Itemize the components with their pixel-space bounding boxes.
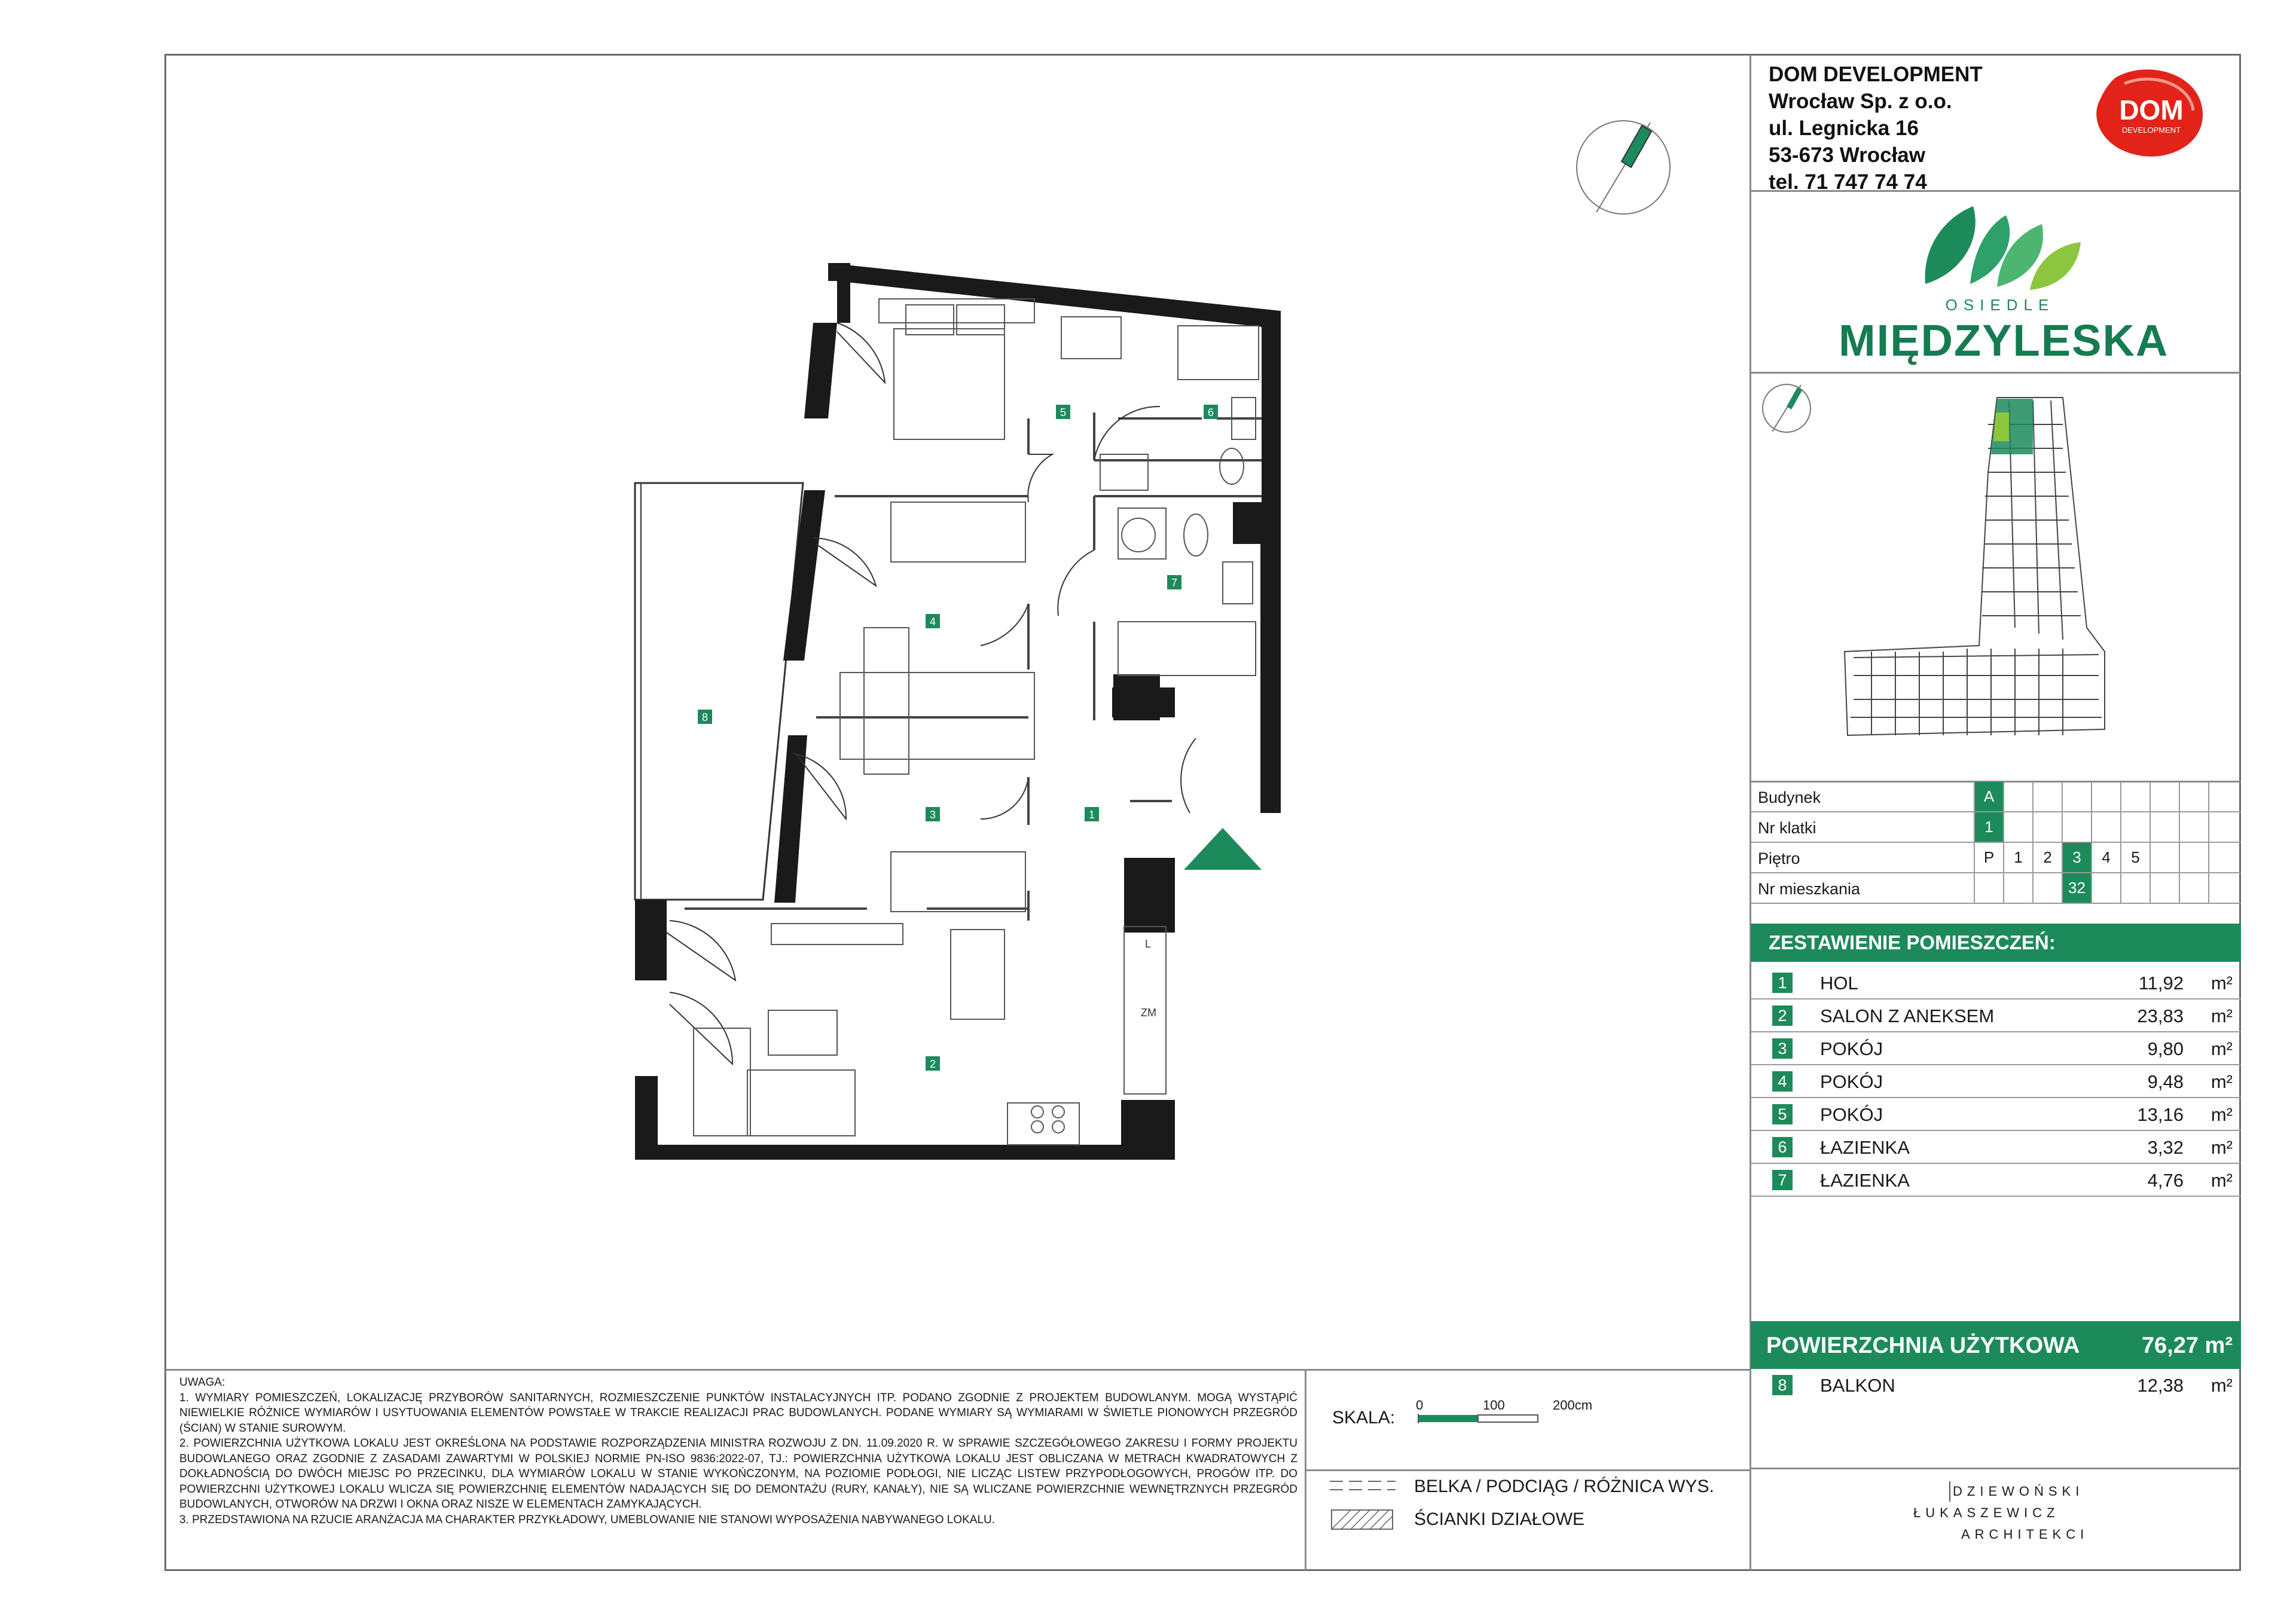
room-name: HOL	[1820, 973, 1858, 994]
room-area: 11,92	[2138, 973, 2184, 994]
rooms-title: ZESTAWIENIE POMIESZCZEŃ:	[1751, 924, 2241, 962]
entrance-marker-icon	[1184, 828, 1262, 870]
room-unit: m²	[2210, 973, 2233, 994]
budynek-label: Budynek	[1758, 788, 1821, 806]
room-area: 4,76	[2147, 1170, 2184, 1191]
company-city: 53-673 Wrocław	[1769, 143, 1925, 167]
notes-title: UWAGA:	[179, 1376, 225, 1389]
room-name: POKÓJ	[1820, 1104, 1883, 1125]
room-area: 9,48	[2147, 1071, 2184, 1092]
balcony-row	[1751, 1369, 2241, 1402]
note-1: 1. WYMIARY POMIESZCZEŃ, LOKALIZACJĘ PRZYBORÓW SANITARNYCH, ROZMIESZCZENIE PUNKTÓW INSTALACYJNYCH ITP. PODANO ZGODNIE Z PROJEKTEM BUDOWLANYM. MOGĄ WYSTĄPIĆ NIEWIELKIE RÓŻNICE WYMIARÓW I USYTUOWANIA ELEMENTÓW POWSTAŁE W TRAKCIE REALIZACJI PRAC BUDOWLANYCH. PODANE WYMIARY SĄ WYMIARAMI W ŚWIETLE PIONOWYCH PRZEGRÓD (ŚCIAN) W STANIE SUROWYM.	[179, 1391, 1297, 1435]
total-area-label: POWIERZCHNIA UŻYTKOWA	[1766, 1333, 2080, 1358]
klatka-value: 1	[1974, 812, 2003, 842]
room-unit: m²	[2210, 1104, 2233, 1125]
room-unit: m²	[2210, 1375, 2233, 1396]
room-area: 23,83	[2137, 1005, 2184, 1026]
room-name: SALON Z ANEKSEM	[1820, 1005, 1995, 1026]
header-divider-2	[1751, 372, 2241, 374]
scale-tick-100: 100	[1483, 1398, 1505, 1413]
room-name: ŁAZIENKA	[1820, 1137, 1910, 1158]
room-row	[1751, 967, 2241, 1000]
room-row	[1751, 1065, 2241, 1098]
room-number-badge: 2	[1772, 1005, 1793, 1026]
building-key-plan	[1752, 377, 2240, 780]
room-tag-text: 3	[929, 809, 936, 821]
room-unit: m²	[2210, 1038, 2233, 1059]
budynek-value: A	[1974, 782, 2003, 811]
room-tag	[698, 710, 712, 724]
room-tag-text: 2	[929, 1058, 936, 1070]
room-tag	[926, 1056, 940, 1071]
room-tag-text: 8	[701, 711, 709, 723]
brand-top-text: OSIEDLE	[1945, 296, 2055, 314]
company-info	[1769, 61, 1983, 195]
balcony-area	[635, 483, 803, 900]
room-area: 3,32	[2147, 1137, 2184, 1158]
room-number-badge: 4	[1772, 1071, 1793, 1092]
company-phone: tel. 71 747 74 74	[1769, 170, 1927, 194]
pietro-label: Piętro	[1758, 849, 1800, 867]
company-address: ul. Legnicka 16	[1769, 117, 1919, 140]
svg-text:DEVELOPMENT: DEVELOPMENT	[2121, 126, 2181, 135]
scale-tick-200: 200cm	[1553, 1398, 1593, 1413]
company-name: DOM DEVELOPMENT	[1769, 63, 1983, 86]
room-row	[1751, 1000, 2241, 1032]
room-row	[1751, 1098, 2241, 1131]
room-tag	[1056, 405, 1070, 419]
key-plan-compass-icon	[1763, 384, 1810, 432]
notes-top-divider	[166, 1369, 1750, 1371]
row-budynek	[1751, 782, 2241, 812]
legend-walls-label: ŚCIANKI DZIAŁOWE	[1414, 1509, 1585, 1529]
total-area-bar	[1751, 1321, 2241, 1369]
architect-logo	[1913, 1481, 2089, 1553]
room-tag	[1204, 405, 1218, 419]
room-number-badge: 7	[1772, 1170, 1793, 1190]
company-line2: Wrocław Sp. z o.o.	[1769, 90, 1952, 113]
pietro-option: P	[1974, 843, 2003, 872]
architect-line1: DZIEWOŃSKI	[1953, 1484, 2084, 1499]
room-row	[1751, 1164, 2241, 1197]
architect-line3: ARCHITEKCI	[1961, 1527, 2089, 1542]
floor-plan	[0, 0, 1315, 1196]
svg-text:DOM: DOM	[2119, 94, 2184, 126]
balcony-bottom-divider	[1751, 1468, 2241, 1469]
leaf-emblem-icon	[1839, 200, 2161, 296]
room-unit: m²	[2210, 1005, 2233, 1026]
room-name: BALKON	[1820, 1375, 1895, 1396]
partition-hatch-icon	[1331, 1509, 1393, 1530]
pietro-option-selected: 3	[2062, 843, 2091, 872]
notes-block	[179, 1375, 1297, 1527]
room-area: 12,38	[2137, 1375, 2184, 1396]
row-pietro	[1751, 843, 2241, 873]
room-row	[1751, 1032, 2241, 1065]
room-number-badge: 6	[1772, 1137, 1793, 1157]
fridge-label: L	[1145, 938, 1152, 950]
room-number-badge: 1	[1772, 973, 1793, 993]
dishwasher-label: ZM	[1141, 1007, 1156, 1019]
osiedle-brand-logo	[1839, 200, 2169, 368]
room-tag-text: 4	[929, 616, 936, 628]
note-3: 3. PRZEDSTAWIONA NA RZUCIE ARANŻACJA MA CHARAKTER PRZYKŁADOWY, UMEBLOWANIE NIE STANOWI WYPOSAŻENIA NABYWANEGO LOKALU.	[179, 1513, 996, 1526]
room-unit: m²	[2210, 1137, 2233, 1158]
row-mieszkanie	[1751, 873, 2241, 904]
room-unit: m²	[2210, 1071, 2233, 1092]
room-number-badge: 8	[1772, 1375, 1793, 1395]
dom-development-logo	[2092, 66, 2211, 161]
beam-dashed-line-icon	[1330, 1477, 1396, 1494]
klatka-label: Nr klatki	[1758, 819, 1816, 837]
brand-main-text: MIĘDZYLESKA	[1839, 316, 2169, 365]
mieszkanie-label: Nr mieszkania	[1758, 880, 1861, 898]
unit-info-table	[1751, 782, 2241, 904]
room-tag-text: 1	[1088, 809, 1095, 821]
room-name: POKÓJ	[1820, 1071, 1883, 1092]
scale-label: SKALA:	[1332, 1408, 1396, 1428]
north-arrow-icon	[1573, 117, 1674, 218]
row-klatka	[1751, 812, 2241, 843]
room-tag	[926, 614, 940, 628]
legend-beam-label: BELKA / PODCIĄG / RÓŻNICA WYS.	[1414, 1477, 1714, 1496]
pietro-option: 1	[2003, 843, 2032, 872]
room-tag-text: 7	[1171, 577, 1178, 589]
room-number-badge: 5	[1772, 1104, 1793, 1124]
total-area-value: 76,27 m²	[2141, 1333, 2233, 1358]
scale-divider	[1306, 1469, 1750, 1471]
room-tag	[1167, 575, 1181, 589]
room-name: ŁAZIENKA	[1820, 1170, 1910, 1191]
room-row	[1751, 1131, 2241, 1164]
pietro-option: 4	[2091, 843, 2120, 872]
pietro-option: 2	[2032, 843, 2062, 872]
architect-line2: ŁUKASZEWICZ	[1913, 1505, 2060, 1520]
room-tag-text: 6	[1207, 406, 1214, 418]
room-tag-text: 5	[1060, 406, 1067, 418]
room-unit: m²	[2210, 1170, 2233, 1191]
room-number-badge: 3	[1772, 1038, 1793, 1059]
note-2: 2. POWIERZCHNIA UŻYTKOWA LOKALU JEST OKREŚLONA NA PODSTAWIE ROZPORZĄDZENIA MINISTRA ROZWOJU Z DN. 11.09.2020 R. W SPRAWIE SZCZEGÓŁOWEGO ZAKRESU I FORMY PROJEKTU BUDOWLANEGO ORAZ ZGODNIE Z ZASADAMI ZAWARTYMI W POLSKIEJ NORMIE PN-ISO 9836:2022-07, TJ.: POWIERZCHNIA UŻYTKOWA LOKALU JEST OBLICZANA W METRACH KWADRATOWYCH Z DOKŁADNOŚCIĄ DO DWÓCH MIEJSC PO PRZECINKU, DLA WYMIARÓW LOKALU W STANIE WYKOŃCZONYM, NA POZIOMIE PODŁOGI, NIE LICZĄC LISTEW PRZYPODŁOGOWYCH, PROGÓW ITP. DO POWIERZCHNI UŻYTKOWEJ LOKALU WLICZA SIĘ POWIERZCHNIĘ ELEMENTÓW NADAJĄCYCH SIĘ DO DEMONTAŻU (RURY, KANAŁY), NIE SĄ WLICZANE POWIERZCHNIE WEWNĘTRZNYCH PRZEGRÓD BUDOWLANYCH, OTWORÓW NA DRZWI I OKNA ORAZ NISZE W ELEMENTACH ZAMYKAJĄCYCH.	[179, 1437, 1297, 1511]
room-tag	[1085, 807, 1099, 821]
room-area: 13,16	[2137, 1104, 2184, 1125]
scale-tick-0: 0	[1416, 1398, 1424, 1413]
room-name: POKÓJ	[1820, 1038, 1883, 1059]
room-tag	[926, 807, 940, 821]
pietro-option: 5	[2120, 843, 2150, 872]
room-area: 9,80	[2147, 1038, 2184, 1059]
mieszkanie-value: 32	[2062, 873, 2091, 903]
